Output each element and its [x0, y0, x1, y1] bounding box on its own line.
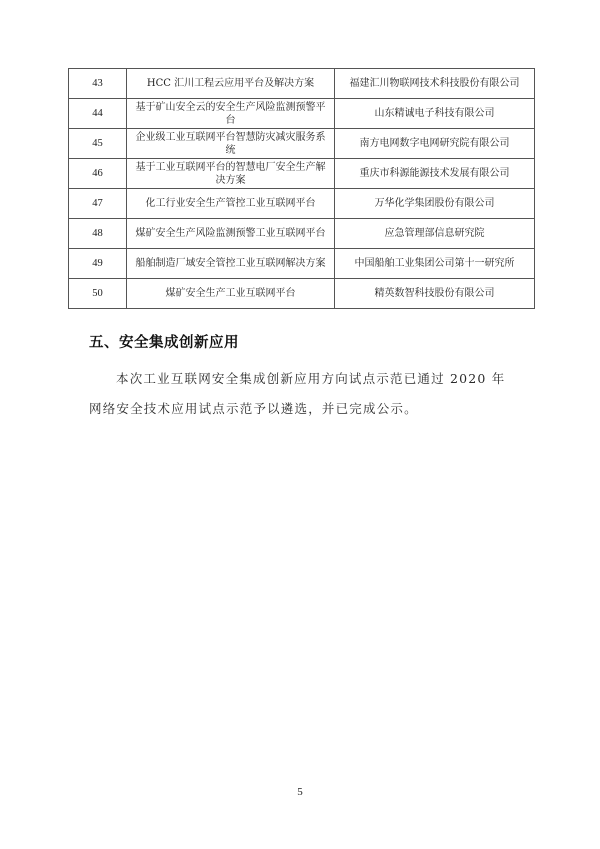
row-number: 44 [69, 99, 127, 129]
table-row [69, 249, 535, 279]
table-row [69, 69, 535, 99]
table-row [69, 189, 535, 219]
organization-name: 中国船舶工业集团公司第十一研究所 [335, 249, 535, 279]
project-name: 化工行业安全生产管控工业互联网平台 [127, 189, 335, 219]
table-row [69, 129, 535, 159]
pilot-project-table [68, 68, 535, 309]
organization-name: 万华化学集团股份有限公司 [335, 189, 535, 219]
table-row [69, 279, 535, 309]
row-number: 43 [69, 69, 127, 99]
section-paragraph: 本次工业互联网安全集成创新应用方向试点示范已通过 2020 年网络安全技术应用试点示范予以遴选，并已完成公示。 [89, 371, 506, 416]
row-number: 49 [69, 249, 127, 279]
table-row [69, 219, 535, 249]
section-heading: 五、安全集成创新应用 [89, 335, 239, 351]
page-number: 5 [297, 786, 303, 798]
project-name: 基于矿山安全云的安全生产风险监测预警平台 [127, 99, 335, 129]
organization-name: 重庆市科源能源技术发展有限公司 [335, 159, 535, 189]
project-name: HCC 汇川工程云应用平台及解决方案 [127, 69, 335, 99]
row-number: 46 [69, 159, 127, 189]
table-row [69, 159, 535, 189]
row-number: 45 [69, 129, 127, 159]
project-name: 船舶制造厂域安全管控工业互联网解决方案 [127, 249, 335, 279]
row-number: 47 [69, 189, 127, 219]
row-number: 48 [69, 219, 127, 249]
organization-name: 南方电网数字电网研究院有限公司 [335, 129, 535, 159]
organization-name: 山东精诚电子科技有限公司 [335, 99, 535, 129]
organization-name: 应急管理部信息研究院 [335, 219, 535, 249]
project-name: 基于工业互联网平台的智慧电厂安全生产解决方案 [127, 159, 335, 189]
organization-name: 精英数智科技股份有限公司 [335, 279, 535, 309]
row-number: 50 [69, 279, 127, 309]
table-row [69, 99, 535, 129]
project-name: 煤矿安全生产工业互联网平台 [127, 279, 335, 309]
project-name: 企业级工业互联网平台智慧防灾减灾服务系统 [127, 129, 335, 159]
project-name: 煤矿安全生产风险监测预警工业互联网平台 [127, 219, 335, 249]
organization-name: 福建汇川物联网技术科技股份有限公司 [335, 69, 535, 99]
